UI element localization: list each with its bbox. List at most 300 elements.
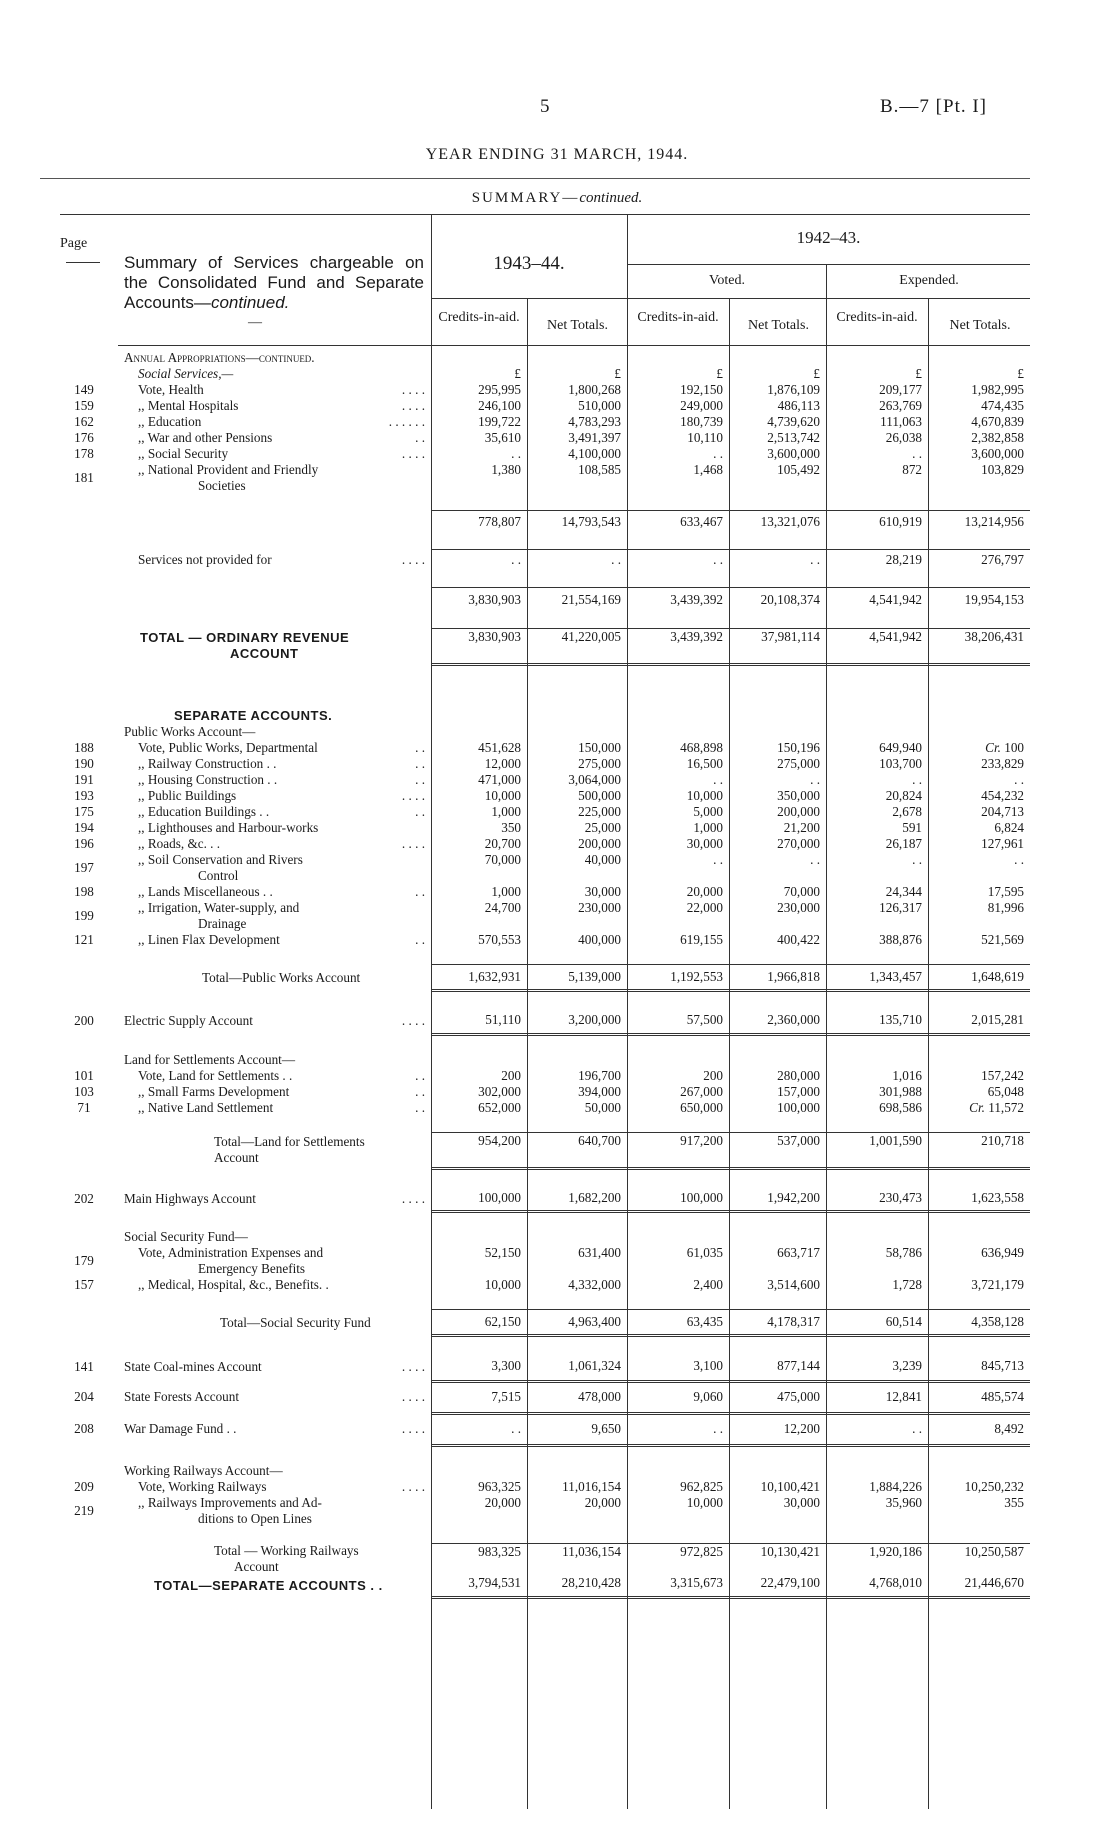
value-cell: 1,648,619 bbox=[928, 965, 1030, 991]
value-cell: 650,000 bbox=[680, 1099, 723, 1115]
value-cell bbox=[826, 1052, 928, 1068]
value-cell: 230,473 bbox=[826, 1186, 928, 1212]
value-cell: 22,479,100 bbox=[729, 1575, 826, 1597]
value-cell: 4,332,000 bbox=[568, 1277, 621, 1292]
value-cell: 4,739,620 bbox=[767, 414, 820, 429]
spacer-row bbox=[60, 664, 1030, 708]
value-cell: . . bbox=[810, 852, 820, 867]
credits-header-expended: Credits-in-aid. bbox=[836, 310, 918, 325]
value-cell: 25,000 bbox=[584, 820, 621, 835]
row-description: State Coal-mines Account . . . . bbox=[124, 1353, 431, 1381]
value-cell bbox=[627, 1229, 729, 1245]
value-cell: 1,920,186 bbox=[826, 1543, 928, 1575]
page-ref: 197 bbox=[74, 860, 94, 875]
value-cell: 2,015,281 bbox=[928, 1008, 1030, 1034]
voted-header: Voted. bbox=[709, 273, 745, 288]
value-cell: 100,000 bbox=[431, 1186, 527, 1212]
value-cell: 631,400 bbox=[578, 1245, 621, 1260]
year-header-1943-44: 1943–44. bbox=[493, 253, 565, 274]
page-ref: 178 bbox=[74, 446, 94, 461]
value-cell: 3,491,397 bbox=[568, 430, 621, 445]
table-row bbox=[60, 1479, 1030, 1495]
value-cell: 10,250,232 bbox=[964, 1478, 1024, 1494]
row-description: Total—Social Security Fund bbox=[220, 1314, 371, 1330]
value-cell: 954,200 bbox=[431, 1132, 527, 1168]
value-cell: 157,000 bbox=[777, 1083, 820, 1099]
table-row bbox=[60, 1277, 1030, 1293]
spacer-row bbox=[60, 1034, 1030, 1052]
value-cell: 302,000 bbox=[478, 1083, 521, 1099]
value-cell: 1,000 bbox=[693, 820, 723, 835]
value-cell: 58,786 bbox=[885, 1245, 922, 1260]
page-ref: 157 bbox=[74, 1277, 94, 1292]
value-cell: 270,000 bbox=[777, 836, 820, 851]
row-description: ,, Social Security . . . . bbox=[124, 446, 431, 462]
value-cell: 13,321,076 bbox=[729, 511, 826, 533]
value-cell: 1,800,268 bbox=[568, 382, 621, 397]
spacer-row bbox=[60, 1168, 1030, 1186]
value-cell: 20,000 bbox=[584, 1494, 621, 1510]
value-cell: 4,670,839 bbox=[971, 414, 1024, 429]
leader-dots: . . bbox=[415, 430, 425, 445]
page-column-header: Page bbox=[60, 236, 88, 251]
row-description bbox=[124, 511, 431, 533]
year-header-rule bbox=[627, 264, 1030, 265]
value-cell: 3,315,673 bbox=[627, 1575, 729, 1597]
value-cell: 1,632,931 bbox=[431, 965, 527, 991]
page-ref bbox=[60, 1229, 108, 1245]
value-cell: 1,942,200 bbox=[729, 1186, 826, 1212]
leader-dots: . . bbox=[415, 1099, 425, 1115]
row-description: ,, Public Buildings . . . . bbox=[124, 788, 431, 804]
spacer-row bbox=[60, 991, 1030, 1009]
page-ref: 181 bbox=[74, 470, 94, 485]
credits-header-voted: Credits-in-aid. bbox=[637, 310, 719, 325]
leader-dots: . . . . bbox=[401, 836, 425, 851]
page-ref bbox=[60, 549, 108, 571]
table-row bbox=[60, 772, 1030, 788]
value-cell: 2,382,858 bbox=[971, 430, 1024, 445]
value-cell bbox=[527, 1463, 627, 1479]
row-description: ,, Education Buildings . . . . bbox=[124, 804, 431, 820]
value-cell: 24,700 bbox=[484, 900, 521, 915]
value-cell: 619,155 bbox=[680, 932, 723, 947]
value-cell: 230,000 bbox=[578, 900, 621, 915]
value-cell: . . bbox=[810, 772, 820, 787]
page-ref: 196 bbox=[74, 836, 94, 851]
table-row bbox=[60, 1084, 1030, 1100]
value-cell: 100,000 bbox=[777, 1099, 820, 1115]
row-description: Vote, Public Works, Departmental . . bbox=[124, 740, 431, 756]
value-cell: 263,769 bbox=[879, 398, 922, 413]
value-cell bbox=[627, 724, 729, 740]
value-cell: 21,200 bbox=[783, 820, 820, 835]
value-cell: 640,700 bbox=[527, 1132, 627, 1168]
table-row bbox=[60, 852, 1030, 884]
subtotal-row bbox=[60, 1310, 1030, 1336]
value-cell: 20,000 bbox=[484, 1494, 521, 1510]
page-ref: 209 bbox=[74, 1478, 94, 1494]
value-cell: 40,000 bbox=[584, 852, 621, 867]
value-cell: . . bbox=[527, 549, 627, 571]
value-cell: 3,439,392 bbox=[627, 588, 729, 612]
value-cell: 301,988 bbox=[879, 1083, 922, 1099]
row-description-continued: Control bbox=[198, 868, 239, 883]
value-cell: 150,000 bbox=[578, 740, 621, 755]
value-cell: 30,000 bbox=[686, 836, 723, 851]
leader-dots: . . bbox=[415, 804, 425, 819]
page-ref bbox=[60, 366, 108, 382]
value-cell: 4,541,942 bbox=[826, 588, 928, 612]
value-cell bbox=[627, 1463, 729, 1479]
page-header-rule bbox=[66, 262, 100, 263]
top-rule bbox=[40, 178, 1030, 179]
row-description: Total—Land for Settlements Account bbox=[214, 1134, 365, 1165]
value-cell: . . bbox=[627, 549, 729, 571]
leader-dots: . . bbox=[415, 932, 425, 947]
value-cell: 30,000 bbox=[584, 884, 621, 899]
value-cell: 983,325 bbox=[431, 1543, 527, 1575]
row-description: Total — Working Railways Account bbox=[214, 1543, 359, 1574]
value-cell: 295,995 bbox=[478, 382, 521, 397]
credits-header-1943: Credits-in-aid. bbox=[438, 310, 520, 325]
value-cell: 280,000 bbox=[777, 1067, 820, 1083]
value-cell: 127,961 bbox=[981, 836, 1024, 851]
value-cell: 3,600,000 bbox=[767, 446, 820, 461]
value-cell bbox=[928, 1229, 1030, 1245]
page-ref: 159 bbox=[74, 398, 94, 413]
table-row bbox=[60, 1100, 1030, 1116]
total-row bbox=[60, 588, 1030, 612]
table-row bbox=[60, 1245, 1030, 1277]
value-cell: 3,721,179 bbox=[971, 1277, 1024, 1292]
page-ref: 208 bbox=[74, 1421, 94, 1436]
table-top-rule bbox=[60, 214, 1030, 215]
page-ref: 71 bbox=[77, 1099, 91, 1115]
value-cell: 5,000 bbox=[693, 804, 723, 819]
spacer-row bbox=[60, 1116, 1030, 1133]
value-cell: 3,300 bbox=[431, 1353, 527, 1381]
value-cell: . . bbox=[912, 772, 922, 787]
page-ref bbox=[60, 1543, 108, 1575]
value-cell: 652,000 bbox=[478, 1099, 521, 1115]
row-description-continued: Emergency Benefits bbox=[198, 1261, 306, 1276]
value-cell: 3,514,600 bbox=[767, 1277, 820, 1292]
value-cell: 1,728 bbox=[892, 1277, 922, 1292]
leader-dots: . . . . bbox=[401, 398, 425, 413]
leader-dots: . . bbox=[415, 1083, 425, 1099]
table-row bbox=[60, 740, 1030, 756]
value-cell: £ bbox=[813, 366, 820, 381]
row-description: Public Works Account— bbox=[124, 724, 256, 739]
value-cell: 1,380 bbox=[491, 462, 521, 477]
value-cell: 12,200 bbox=[729, 1413, 826, 1445]
page-ref bbox=[60, 965, 108, 991]
value-cell: . . bbox=[713, 446, 723, 461]
table-row bbox=[60, 1381, 1030, 1413]
page-ref: 149 bbox=[74, 382, 94, 397]
value-cell: 485,574 bbox=[928, 1381, 1030, 1413]
value-cell bbox=[826, 1463, 928, 1479]
page-ref bbox=[60, 511, 108, 533]
value-cell: 51,110 bbox=[431, 1008, 527, 1034]
value-cell: 210,718 bbox=[928, 1132, 1030, 1168]
value-cell: 57,500 bbox=[627, 1008, 729, 1034]
row-description: ,, Housing Construction . . . . bbox=[124, 772, 431, 788]
row-description: ,, Native Land Settlement . . bbox=[124, 1100, 431, 1116]
value-cell: 1,884,226 bbox=[869, 1478, 922, 1494]
value-cell: 1,000 bbox=[491, 804, 521, 819]
value-cell bbox=[627, 708, 729, 724]
value-cell bbox=[729, 724, 826, 740]
value-cell: £ bbox=[716, 366, 723, 381]
row-description: Total—Public Works Account bbox=[202, 969, 361, 985]
value-cell: 454,232 bbox=[981, 788, 1024, 803]
spacer-row bbox=[60, 1336, 1030, 1354]
value-cell: 3,239 bbox=[826, 1353, 928, 1381]
value-cell: 3,600,000 bbox=[971, 446, 1024, 461]
page-ref: 202 bbox=[74, 1190, 94, 1206]
value-cell: 4,541,942 bbox=[826, 628, 928, 664]
page-ref: 204 bbox=[74, 1389, 94, 1404]
value-cell: . . bbox=[826, 1413, 928, 1445]
value-cell: 2,513,742 bbox=[767, 430, 820, 445]
value-cell: . . bbox=[713, 852, 723, 867]
row-description: Vote, Working Railways . . . . bbox=[124, 1479, 431, 1495]
subtotal-row bbox=[60, 965, 1030, 991]
value-cell: 4,178,317 bbox=[729, 1310, 826, 1336]
value-cell: 209,177 bbox=[879, 382, 922, 397]
page-title: YEAR ENDING 31 MARCH, 1944. bbox=[425, 146, 689, 163]
value-cell: 451,628 bbox=[478, 740, 521, 755]
row-description: ,, Education . . . . . . bbox=[124, 414, 431, 430]
row-description: ,, Small Farms Development . . bbox=[124, 1084, 431, 1100]
value-cell: 20,108,374 bbox=[729, 588, 826, 612]
value-cell: 537,000 bbox=[729, 1132, 826, 1168]
value-cell: . . bbox=[1014, 852, 1024, 867]
table-row bbox=[60, 756, 1030, 772]
value-cell: 388,876 bbox=[879, 932, 922, 947]
value-cell bbox=[627, 350, 729, 366]
value-cell: 610,919 bbox=[826, 511, 928, 533]
value-cell bbox=[431, 708, 527, 724]
value-cell: 8,492 bbox=[928, 1413, 1030, 1445]
page-ref: 176 bbox=[74, 430, 94, 445]
value-cell: 233,829 bbox=[981, 756, 1024, 771]
value-cell bbox=[928, 708, 1030, 724]
value-cell: 350 bbox=[501, 820, 521, 835]
value-cell: 10,100,421 bbox=[760, 1478, 820, 1494]
value-cell: 62,150 bbox=[431, 1310, 527, 1336]
spacer-row bbox=[60, 533, 1030, 550]
value-cell: 468,898 bbox=[680, 740, 723, 755]
value-cell: 521,569 bbox=[981, 932, 1024, 947]
value-cell: 500,000 bbox=[578, 788, 621, 803]
value-cell bbox=[729, 350, 826, 366]
value-cell: 41,220,005 bbox=[527, 628, 627, 664]
leader-dots: . . bbox=[415, 740, 425, 755]
spacer-row bbox=[60, 1212, 1030, 1230]
value-cell: 38,206,431 bbox=[928, 628, 1030, 664]
value-cell: . . bbox=[729, 549, 826, 571]
page-ref bbox=[60, 1575, 108, 1597]
page-ref bbox=[60, 1132, 108, 1168]
table-row bbox=[60, 414, 1030, 430]
value-cell: 204,713 bbox=[981, 804, 1024, 819]
value-cell: 636,949 bbox=[981, 1245, 1024, 1260]
table-row bbox=[60, 430, 1030, 446]
value-cell: 200 bbox=[501, 1067, 521, 1083]
value-cell: 126,317 bbox=[879, 900, 922, 915]
value-cell: . . bbox=[431, 1413, 527, 1445]
value-cell: 2,360,000 bbox=[729, 1008, 826, 1034]
value-cell: 100,000 bbox=[627, 1186, 729, 1212]
value-cell: 5,139,000 bbox=[527, 965, 627, 991]
value-cell: 267,000 bbox=[680, 1083, 723, 1099]
value-cell: . . bbox=[431, 549, 527, 571]
value-cell bbox=[729, 708, 826, 724]
net-header-1943: Net Totals. bbox=[547, 318, 608, 333]
page-ref: 101 bbox=[74, 1067, 94, 1083]
page-ref bbox=[60, 628, 108, 664]
row-description: ,, Linen Flax Development . . bbox=[124, 932, 431, 948]
group-label bbox=[60, 366, 1030, 382]
row-description: ,, Lighthouses and Harbour-works bbox=[138, 820, 319, 835]
value-cell bbox=[928, 724, 1030, 740]
value-cell: 61,035 bbox=[686, 1245, 723, 1260]
value-cell bbox=[527, 724, 627, 740]
value-cell: 591 bbox=[902, 820, 922, 835]
value-cell: 21,446,670 bbox=[928, 1575, 1030, 1597]
table-row bbox=[60, 820, 1030, 836]
year-header-1942-43: 1942–43. bbox=[796, 228, 861, 247]
row-description: Main Highways Account . . . . bbox=[124, 1186, 431, 1212]
table-row bbox=[60, 398, 1030, 414]
subtotal-row bbox=[60, 1132, 1030, 1168]
value-cell bbox=[527, 1052, 627, 1068]
value-cell: 3,439,392 bbox=[627, 628, 729, 664]
value-cell: 24,344 bbox=[885, 884, 922, 899]
page-ref: 193 bbox=[74, 788, 94, 803]
page-ref: 141 bbox=[74, 1359, 94, 1374]
value-cell: 1,966,818 bbox=[729, 965, 826, 991]
row-description bbox=[124, 588, 431, 612]
row-description: Social Security Fund— bbox=[124, 1229, 248, 1244]
leader-dots: . . . . bbox=[401, 788, 425, 803]
row-description: ,, Medical, Hospital, &c., Benefits. . bbox=[138, 1277, 329, 1292]
expended-header: Expended. bbox=[899, 273, 959, 288]
value-cell: 972,825 bbox=[627, 1543, 729, 1575]
spacer-row bbox=[60, 494, 1030, 511]
row-description-continued: Drainage bbox=[198, 916, 247, 931]
leader-dots: . . . . bbox=[401, 552, 425, 567]
net-header-voted: Net Totals. bbox=[748, 318, 809, 333]
value-cell: 10,000 bbox=[484, 1277, 521, 1292]
value-cell: 355 bbox=[1004, 1494, 1024, 1510]
value-cell: 19,954,153 bbox=[928, 588, 1030, 612]
value-cell: 135,710 bbox=[826, 1008, 928, 1034]
row-description-continued: Societies bbox=[198, 478, 246, 493]
leader-dots: . . bbox=[415, 1067, 425, 1083]
value-cell: 4,768,010 bbox=[826, 1575, 928, 1597]
value-cell: 1,343,457 bbox=[826, 965, 928, 991]
table-row bbox=[60, 1495, 1030, 1527]
table-row bbox=[60, 462, 1030, 494]
value-cell: 486,113 bbox=[777, 398, 820, 413]
description-header-dash: — bbox=[248, 315, 262, 330]
leader-dots: . . bbox=[415, 772, 425, 787]
value-cell: 11,036,154 bbox=[527, 1543, 627, 1575]
value-cell: 917,200 bbox=[627, 1132, 729, 1168]
value-cell: 225,000 bbox=[578, 804, 621, 819]
page-ref bbox=[60, 350, 108, 366]
row-description: ,, Soil Conservation and Rivers Control bbox=[124, 852, 431, 884]
net-header-expended: Net Totals. bbox=[949, 318, 1011, 333]
value-cell: . . bbox=[912, 852, 922, 867]
value-cell: 65,048 bbox=[987, 1083, 1024, 1099]
value-cell: 6,824 bbox=[994, 820, 1024, 835]
value-cell: 81,996 bbox=[987, 900, 1024, 915]
page-ref: 200 bbox=[74, 1013, 94, 1028]
subtotal-row bbox=[60, 511, 1030, 533]
row-description: Working Railways Account— bbox=[124, 1462, 283, 1478]
value-cell bbox=[826, 724, 928, 740]
value-cell bbox=[627, 1052, 729, 1068]
leader-dots: . . bbox=[415, 884, 425, 899]
value-cell: 52,150 bbox=[484, 1245, 521, 1260]
group-label bbox=[60, 724, 1030, 740]
summary-caption: SUMMARY—continued. bbox=[471, 190, 643, 206]
value-cell: 249,000 bbox=[680, 398, 723, 413]
value-cell: 26,038 bbox=[885, 430, 922, 445]
leader-dots: . . . . bbox=[401, 1359, 425, 1374]
value-cell: 20,700 bbox=[484, 836, 521, 851]
value-cell: 9,060 bbox=[627, 1381, 729, 1413]
value-cell: 35,610 bbox=[484, 430, 521, 445]
value-cell: 10,000 bbox=[484, 788, 521, 803]
value-cell: 1,876,109 bbox=[767, 382, 820, 397]
row-description-continued: ditions to Open Lines bbox=[198, 1510, 312, 1526]
value-cell bbox=[826, 708, 928, 724]
page-ref bbox=[60, 588, 108, 612]
value-cell: 108,585 bbox=[578, 462, 621, 477]
value-cell: 962,825 bbox=[680, 1478, 723, 1494]
value-cell: 4,963,400 bbox=[527, 1310, 627, 1336]
separate-accounts-total-row bbox=[60, 1575, 1030, 1597]
value-cell: 200,000 bbox=[578, 836, 621, 851]
value-cell: 475,000 bbox=[729, 1381, 826, 1413]
value-cell: 2,400 bbox=[693, 1277, 723, 1292]
value-cell: 10,250,587 bbox=[928, 1543, 1030, 1575]
spacer-row bbox=[60, 571, 1030, 588]
value-cell: 845,713 bbox=[928, 1353, 1030, 1381]
row-description: Services not provided for . . . . bbox=[124, 549, 431, 571]
value-cell: 246,100 bbox=[478, 398, 521, 413]
value-cell bbox=[527, 708, 627, 724]
value-cell: 30,000 bbox=[783, 1494, 820, 1510]
table-row bbox=[60, 804, 1030, 820]
value-cell: 10,000 bbox=[686, 1494, 723, 1510]
value-cell: 12,841 bbox=[826, 1381, 928, 1413]
value-cell: £ bbox=[614, 366, 621, 381]
value-cell: 4,100,000 bbox=[568, 446, 621, 461]
value-cell: 276,797 bbox=[928, 549, 1030, 571]
value-cell: 28,219 bbox=[826, 549, 928, 571]
value-cell: 157,242 bbox=[981, 1067, 1024, 1083]
leader-dots: . . bbox=[415, 756, 425, 771]
row-description: Vote, Land for Settlements . . . . bbox=[124, 1068, 431, 1084]
value-cell bbox=[431, 1229, 527, 1245]
